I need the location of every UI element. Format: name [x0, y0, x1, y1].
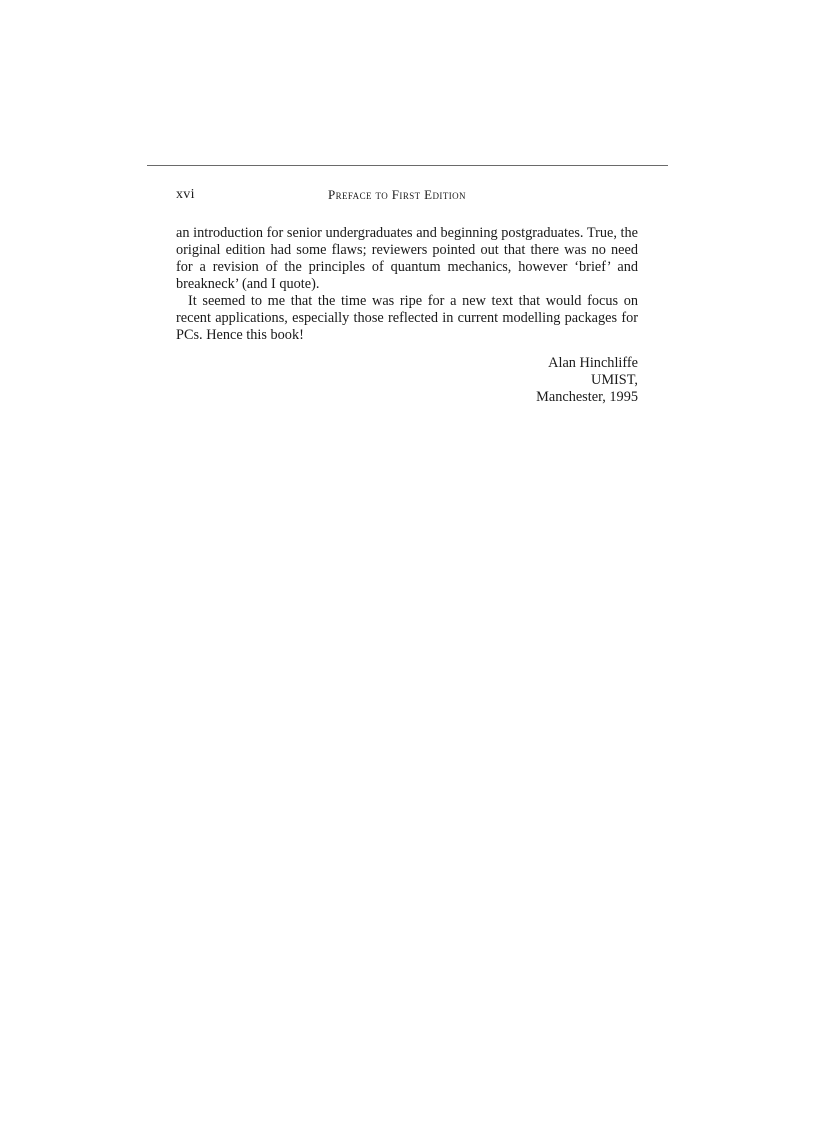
header-rule	[147, 165, 668, 166]
body-text	[176, 225, 638, 344]
paragraph-continuation: an introduction for senior undergraduates and beginning postgraduates. True, the original edition had some flaws; reviewers pointed out that there was no need for a revision of the principles of quantum mechanics, however ‘brief’ and breakneck’ (and I quote).	[176, 225, 638, 292]
page-number: xvi	[176, 187, 195, 202]
paragraph-closing: It seemed to me that the time was ripe for a new text that would focus on recent applications, especially those reflected in current modelling packages for PCs. Hence this book!	[176, 293, 638, 343]
signature-institution: UMIST,	[591, 372, 638, 388]
signature-place-date: Manchester, 1995	[536, 389, 638, 405]
running-head: Preface to First Edition	[328, 187, 466, 202]
signature-name: Alan Hinchliffe	[548, 355, 638, 371]
signature-block	[536, 355, 638, 406]
